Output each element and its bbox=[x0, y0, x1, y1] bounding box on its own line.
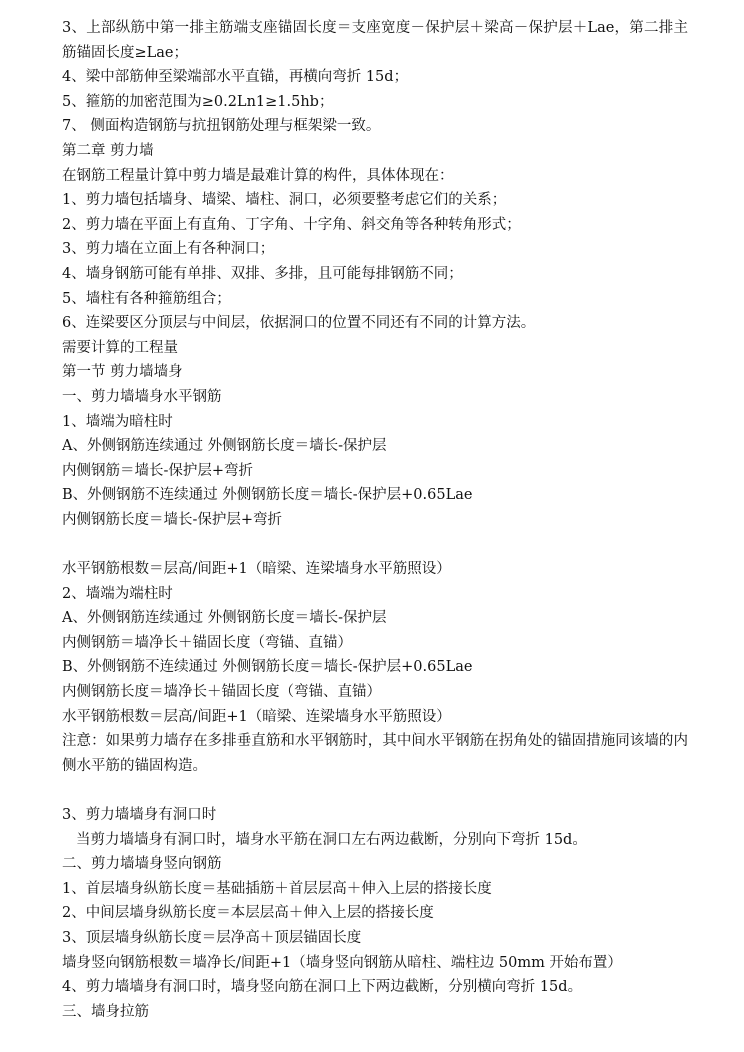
text-line: 2、中间层墙身纵筋长度＝本层层高＋伸入上层的搭接长度 bbox=[62, 905, 434, 922]
text-line: 一、剪力墙墙身水平钢筋 bbox=[62, 388, 222, 405]
text-line: 3、剪力墙在立面上有各种洞口； bbox=[62, 241, 275, 258]
text-line: 4、墙身钢筋可能有单排、双排、多排，且可能每排钢筋不同； bbox=[62, 265, 463, 282]
text-line: 3、顶层墙身纵筋长度＝层净高＋顶层锚固长度 bbox=[62, 929, 362, 946]
text-line: A、外侧钢筋连续通过 外侧钢筋长度＝墙长-保护层 bbox=[62, 438, 387, 455]
text-line: 7、 侧面构造钢筋与抗扭钢筋处理与框架梁一致。 bbox=[62, 118, 381, 135]
text-line: 4、梁中部筋伸至梁端部水平直锚，再横向弯折 15d； bbox=[62, 69, 409, 86]
text-line: 2、剪力墙在平面上有直角、丁字角、十字角、斜交角等各种转角形式； bbox=[62, 216, 521, 233]
text-line: A、外侧钢筋连续通过 外侧钢筋长度＝墙长-保护层 bbox=[62, 610, 387, 627]
text-line: 5、箍筋的加密范围为≥0.2Ln1≥1.5hb； bbox=[62, 93, 334, 110]
text-line: B、外侧钢筋不连续通过 外侧钢筋长度＝墙长-保护层+0.65Lae bbox=[62, 487, 473, 504]
text-line: 3、剪力墙墙身有洞口时 bbox=[62, 807, 217, 823]
text-line: 1、剪力墙包括墙身、墙梁、墙柱、洞口，必须要整考虑它们的关系； bbox=[62, 192, 507, 209]
text-line: 第一节 剪力墙墙身 bbox=[62, 364, 183, 381]
text-line: 3、上部纵筋中第一排主筋端支座锚固长度＝支座宽度－保护层＋梁高－保护层＋Lae，第二排主筋锚固长度≥Lae； bbox=[62, 20, 688, 61]
text-line: 三、墙身拉筋 bbox=[62, 1003, 149, 1020]
text-line: 内侧钢筋＝墙长-保护层+弯折 bbox=[62, 462, 254, 479]
text-line: 在钢筋工程量计算中剪力墙是最难计算的构件，具体体现在： bbox=[62, 167, 454, 184]
text-line: 二、剪力墙墙身竖向钢筋 bbox=[62, 856, 222, 873]
text-line: 水平钢筋根数＝层高/间距+1（暗梁、连梁墙身水平筋照设） bbox=[62, 708, 451, 725]
text-line: 4、剪力墙墙身有洞口时，墙身竖向筋在洞口上下两边截断，分别横向弯折 15d。 bbox=[62, 979, 583, 996]
text-line: 1、墙端为暗柱时 bbox=[62, 413, 173, 430]
text-line: B、外侧钢筋不连续通过 外侧钢筋长度＝墙长-保护层+0.65Lae bbox=[62, 659, 473, 676]
text-line: 6、连梁要区分顶层与中间层，依据洞口的位置不同还有不同的计算方法。 bbox=[62, 315, 536, 332]
text-line: 内侧钢筋长度＝墙净长＋锚固长度（弯锚、直锚） bbox=[62, 684, 381, 701]
text-line: 2、墙端为端柱时 bbox=[62, 585, 173, 602]
text-line: 内侧钢筋长度＝墙长-保护层+弯折 bbox=[62, 511, 283, 528]
document-page bbox=[62, 16, 688, 1024]
blank-line bbox=[62, 778, 688, 803]
text-line: 当剪力墙墙身有洞口时，墙身水平筋在洞口左右两边截断，分别向下弯折 15d。 bbox=[76, 831, 587, 848]
blank-line bbox=[62, 532, 688, 557]
text-line: 第二章 剪力墙 bbox=[62, 142, 154, 159]
text-line: 注意：如果剪力墙存在多排垂直筋和水平钢筋时，其中间水平钢筋在拐角处的锚固措施同该墙的内侧水平筋的锚固构造。 bbox=[62, 733, 688, 774]
text-line: 需要计算的工程量 bbox=[62, 339, 178, 356]
text-line: 内侧钢筋＝墙净长＋锚固长度（弯锚、直锚） bbox=[62, 634, 352, 651]
text-line: 墙身竖向钢筋根数＝墙净长/间距+1（墙身竖向钢筋从暗柱、端柱边 50mm 开始布置） bbox=[62, 954, 622, 971]
text-line: 5、墙柱有各种箍筋组合； bbox=[62, 290, 231, 307]
text-line: 水平钢筋根数＝层高/间距+1（暗梁、连梁墙身水平筋照设） bbox=[62, 561, 451, 578]
text-line: 1、首层墙身纵筋长度＝基础插筋＋首层层高＋伸入上层的搭接长度 bbox=[62, 880, 492, 897]
